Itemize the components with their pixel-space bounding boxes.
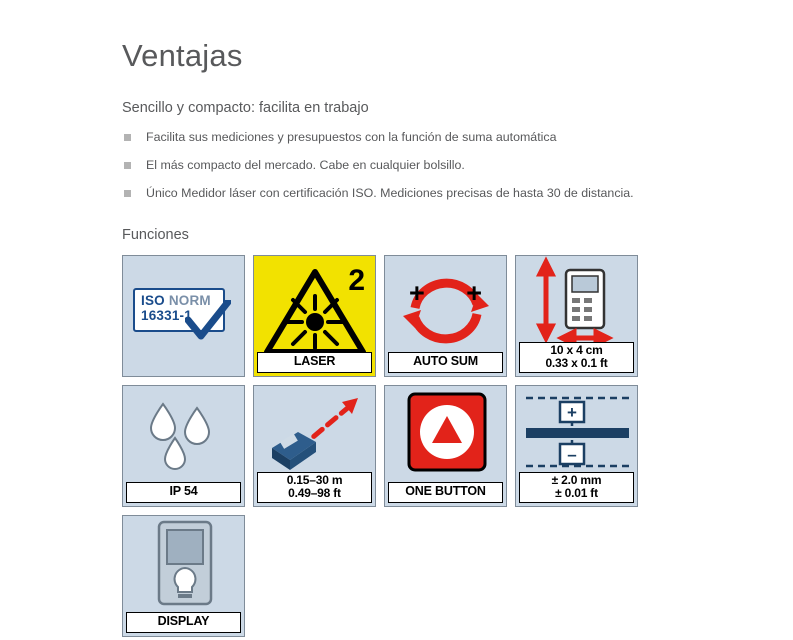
feature-tile-iso-norm xyxy=(122,255,245,377)
caption-line-2: 0.49–98 ft xyxy=(288,485,341,500)
svg-text:–: – xyxy=(567,444,577,464)
caption-line-2: 0.33 x 0.1 ft xyxy=(545,355,608,370)
feature-tile-laser xyxy=(253,255,376,377)
advantages-list xyxy=(122,130,753,201)
bullet-marker-icon xyxy=(124,162,131,169)
plus-symbol-right: + xyxy=(466,277,482,308)
feature-tile-range xyxy=(253,385,376,507)
tile-caption: IP 54 xyxy=(126,482,241,503)
list-item-label: El más compacto del mercado. Cabe en cualquier bolsillo. xyxy=(146,157,465,172)
caption-line-1: ± 2.0 mm xyxy=(551,472,602,487)
svg-text:+: + xyxy=(567,402,577,422)
list-item-label: Único Medidor láser con certificación ISO. Mediciones precisas de hasta 30 de distancia. xyxy=(146,185,634,200)
list-item-label: Facilita sus mediciones y presupuestos con la función de suma automática xyxy=(146,130,557,144)
laser-class-number: 2 xyxy=(348,263,365,297)
red-button-shape xyxy=(385,386,507,481)
tile-caption: ONE BUTTON xyxy=(388,482,503,503)
tile-caption: AUTO SUM xyxy=(388,352,503,373)
feature-tile-dimensions xyxy=(515,255,638,377)
circular-arrows-icon xyxy=(385,256,507,351)
norm-text: NORM xyxy=(168,292,211,308)
list-item xyxy=(122,130,753,145)
iso-text: ISO xyxy=(141,292,165,308)
plus-symbol-left: + xyxy=(409,277,425,308)
device-outline-icon xyxy=(516,256,638,351)
checkmark-icon xyxy=(185,300,231,346)
bullet-marker-icon xyxy=(124,190,131,197)
device-with-beam-icon xyxy=(254,386,376,481)
tile-caption xyxy=(257,472,372,503)
caption-line-2: ± 0.01 ft xyxy=(555,485,598,500)
bullet-marker-icon xyxy=(124,134,131,141)
list-item xyxy=(122,186,753,201)
laser-burst-shape xyxy=(285,296,345,348)
caption-line-1: 0.15–30 m xyxy=(286,472,343,487)
functions-heading: Funciones xyxy=(122,226,189,243)
iso-certification-icon xyxy=(123,256,244,376)
caption-line-1: 10 x 4 cm xyxy=(550,342,603,357)
feature-tile-auto-sum xyxy=(384,255,507,377)
feature-tile-display xyxy=(122,515,245,637)
feature-tile-one-button xyxy=(384,385,507,507)
feature-tile-ip54 xyxy=(122,385,245,507)
feature-icon-grid xyxy=(122,255,642,637)
list-item xyxy=(122,158,753,173)
tile-caption: DISPLAY xyxy=(126,612,241,633)
feature-tile-accuracy xyxy=(515,385,638,507)
drops-shape xyxy=(123,386,245,481)
tile-caption xyxy=(519,472,634,503)
tile-caption: LASER xyxy=(257,352,372,373)
tile-caption xyxy=(519,342,634,373)
iso-line-2: 16331-1 xyxy=(141,307,192,323)
device-display-shape xyxy=(123,516,245,611)
page-title: Ventajas xyxy=(122,38,243,73)
section-subheading: Sencillo y compacto: facilita en trabajo xyxy=(122,100,369,116)
tolerance-diagram xyxy=(516,386,638,481)
